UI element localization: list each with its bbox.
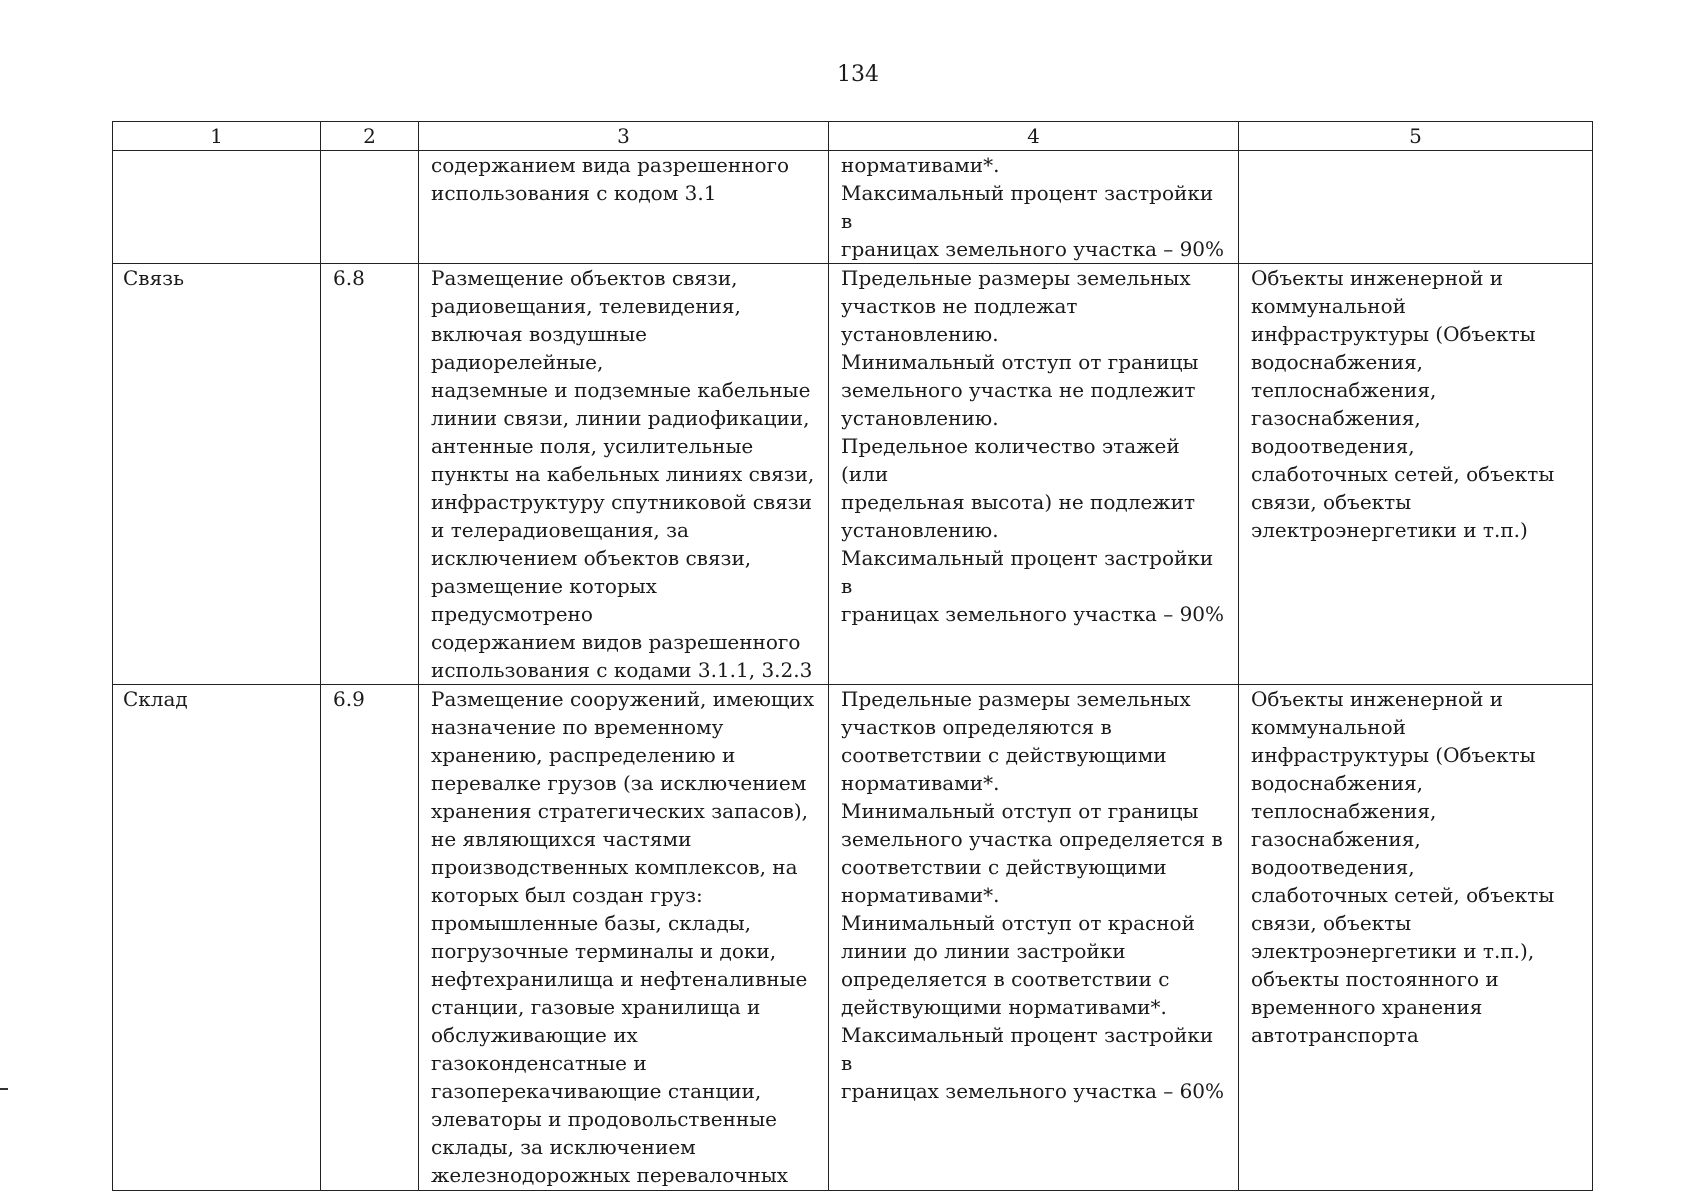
land-use-table	[112, 121, 1593, 1191]
parameters-cell: Предельные размеры земельных участков определяются в соответствии с действующими нормативами*. Минимальный отступ от границы земельного участка определяется в соответствии с действующими нормативами*. Минимальный отступ от красной линии до линии застройки определяется в соответствии с действующими нормативами*. Максимальный процент застройки в границах земельного участка – 60%	[829, 685, 1239, 1191]
auxiliary-uses-cell	[1239, 151, 1593, 264]
table-row	[113, 685, 1593, 1191]
table-header-row	[113, 122, 1593, 151]
header-cell: 2	[321, 122, 419, 151]
page-number: 134	[837, 62, 879, 87]
header-cell: 3	[419, 122, 829, 151]
auxiliary-uses-cell: Объекты инженерной и коммунальной инфраструктуры (Объекты водоснабжения, теплоснабжения, газоснабжения, водоотведения, слаботочных сетей, объекты связи, объекты электроэнергетики и т.п.), объекты постоянного и временного хранения автотранспорта	[1239, 685, 1593, 1191]
header-cell: 5	[1239, 122, 1593, 151]
use-description-cell: содержанием вида разрешенного использования с кодом 3.1	[419, 151, 829, 264]
auxiliary-uses-cell: Объекты инженерной и коммунальной инфраструктуры (Объекты водоснабжения, теплоснабжения, газоснабжения, водоотведения, слаботочных сетей, объекты связи, объекты электроэнергетики и т.п.)	[1239, 264, 1593, 685]
use-name-cell	[113, 151, 321, 264]
margin-mark	[0, 1088, 8, 1090]
use-name-cell: Связь	[113, 264, 321, 685]
parameters-cell: Предельные размеры земельных участков не подлежат установлению. Минимальный отступ от границы земельного участка не подлежит установлению. Предельное количество этажей (или предельная высота) не подлежит установлению. Максимальный процент застройки в границах земельного участка – 90%	[829, 264, 1239, 685]
table-row	[113, 264, 1593, 685]
use-name-cell: Склад	[113, 685, 321, 1191]
use-code-cell: 6.9	[321, 685, 419, 1191]
header-cell: 1	[113, 122, 321, 151]
use-code-cell: 6.8	[321, 264, 419, 685]
header-cell: 4	[829, 122, 1239, 151]
use-description-cell: Размещение объектов связи, радиовещания, телевидения, включая воздушные радиорелейные, надземные и подземные кабельные линии связи, линии радиофикации, антенные поля, усилительные пункты на кабельных линиях связи, инфраструктуру спутниковой связи и телерадиовещания, за исключением объектов связи, размещение которых предусмотрено содержанием видов разрешенного использования с кодами 3.1.1, 3.2.3	[419, 264, 829, 685]
use-code-cell	[321, 151, 419, 264]
use-description-cell: Размещение сооружений, имеющих назначение по временному хранению, распределению и перевалке грузов (за исключением хранения стратегических запасов), не являющихся частями производственных комплексов, на которых был создан груз: промышленные базы, склады, погрузочные терминалы и доки, нефтехранилища и нефтеналивные станции, газовые хранилища и обслуживающие их газоконденсатные и газоперекачивающие станции, элеваторы и продовольственные склады, за исключением железнодорожных перевалочных	[419, 685, 829, 1191]
parameters-cell: нормативами*. Максимальный процент застройки в границах земельного участка – 90%	[829, 151, 1239, 264]
table-row	[113, 151, 1593, 264]
